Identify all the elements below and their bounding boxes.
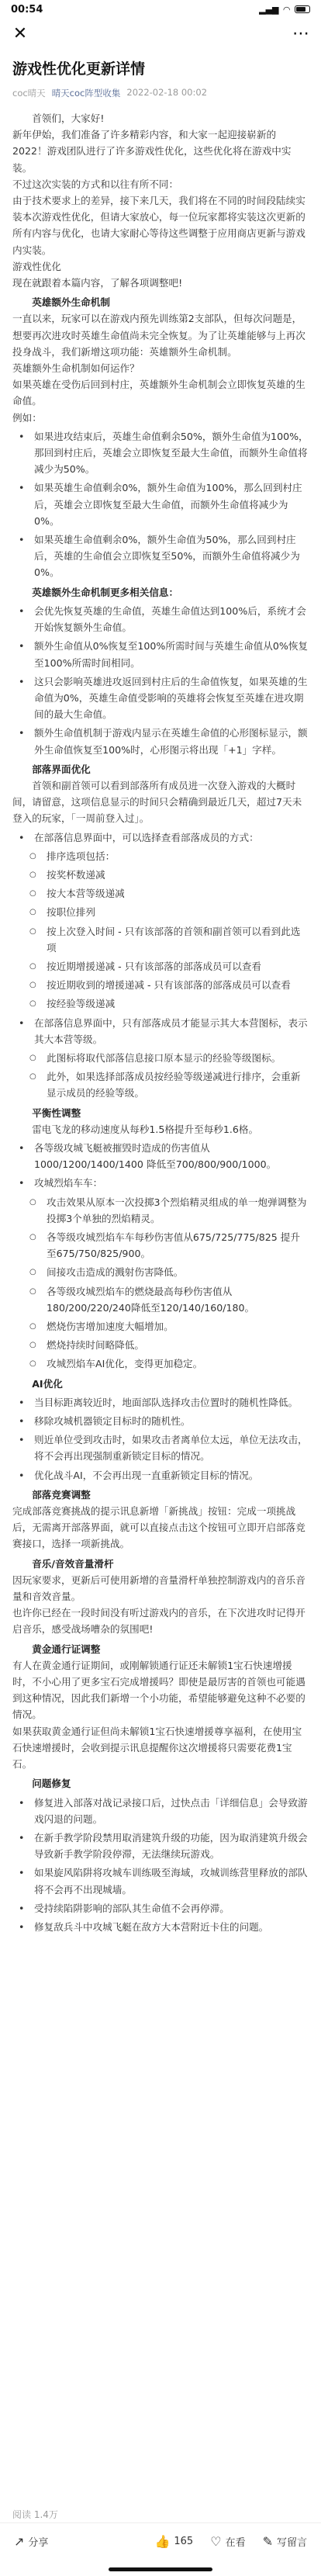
bullet-item: • 如果旋风陷阱将攻城车训练吸至海域，攻城训练营里释放的部队将不会再不出现城墙。 xyxy=(12,1864,309,1897)
status-icons xyxy=(259,5,310,15)
more-options-icon[interactable]: ⋯ xyxy=(292,23,309,43)
section-heading: 部落界面优化 xyxy=(32,763,91,775)
like-button[interactable] xyxy=(154,2534,193,2549)
wow-button[interactable] xyxy=(210,2534,245,2549)
bullet-item: • 则近单位受到攻击时，如果攻击者离单位太远，单位无法攻击，将不会再出现强制重新锁定目标的情况。 xyxy=(12,1432,309,1464)
status-time: 00:54 xyxy=(11,3,43,16)
sub-bullet-item: ○ 燃烧伤害增加速度大幅增加。 xyxy=(12,1318,309,1335)
paragraph: 现在就跟着本篇内容，了解各项调整吧! xyxy=(12,277,183,289)
section-heading: 平衡性调整 xyxy=(32,1106,81,1119)
share-icon: ↗ xyxy=(14,2533,25,2549)
bullet-item: • 攻城烈焰车车： xyxy=(12,1175,309,1191)
read-count: 阅读 1.4万 xyxy=(12,2509,58,2520)
wifi-icon: ◠ xyxy=(283,4,290,15)
sub-bullet-item: ○ 攻城烈焰车AI优化，变得更加稳定。 xyxy=(12,1356,309,1372)
sub-bullet-item: ○ 各等级攻城烈焰车车每秒伤害值从675/725/775/825 提升至675/750/825/900。 xyxy=(12,1229,309,1262)
sub-bullet-item: ○ 各等级攻城烈焰车的燃烧最高每秒伤害值从180/200/220/240降低至120/140/160/180。 xyxy=(12,1283,309,1316)
paragraph: 由于技术要求上的差异，接下来几天，我们将在不同的时间段陆续实装本次游戏性优化，但请大家放心，每一位玩家都将实装这次更新的所有内容与优化，也请大家耐心等待这些调整于应用商店更新与游戏内实装。 xyxy=(12,195,305,256)
paragraph: 有人在黄金通行证期间，或刚解锁通行证还未解锁1宝石快速增援时，不小心用了更多宝石完成增援吗？即使是最厉害的首领也可能遇到这种情况，因此我们新增一个小功能，希望能够避免这种不必要的情况。 xyxy=(12,1659,305,1721)
bullet-item: • 如果进攻结束后，英雄生命值剩余50%，额外生命值为100%，那回到村庄后，英雄会立即恢复至最大生命值，而额外生命值将减少为50%。 xyxy=(12,428,309,478)
sub-bullet-item: ○ 排序选项包括： xyxy=(12,848,309,864)
bullet-item: • 如果英雄生命值剩余0%，额外生命值为50%，那么回到村庄后，英雄的生命值会立即恢复至50%，而额外生命值将减少为0%。 xyxy=(12,531,309,581)
section-heading: 黄金通行证调整 xyxy=(32,1643,101,1655)
article-meta xyxy=(12,87,309,99)
bullet-item: • 在新手教学阶段禁用取消建筑升级的功能，因为取消建筑升级会导致新手教学阶段停滞，无法继续玩游戏。 xyxy=(12,1830,309,1862)
paragraph: 新年伊始，我们准备了许多精彩内容，和大家一起迎接崭新的2022！游戏团队进行了许多游戏性优化，这些优化将在游戏中实装。 xyxy=(12,129,292,174)
sub-bullet-item: ○ 间接攻击造成的溅射伤害降低。 xyxy=(12,1264,309,1280)
bullet-item: • 移除攻城机器锁定目标时的随机性。 xyxy=(12,1413,309,1429)
sub-bullet-item: ○ 按上次登入时间 - 只有该部落的首领和副首领可以看到此选项 xyxy=(12,923,309,956)
paragraph: 游戏性优化 xyxy=(12,260,61,272)
article xyxy=(0,48,321,1935)
section-heading: 音乐/音效音量滑杆 xyxy=(32,1557,114,1570)
bullet-item: • 额外生命值机制于游戏内显示在英雄生命值的心形图标显示，额外生命值恢复至100%时，心形图示将出现「+1」字样。 xyxy=(12,725,309,757)
section-heading: 英雄额外生命机制更多相关信息： xyxy=(32,586,179,598)
article-body xyxy=(12,110,309,1935)
battery-icon xyxy=(295,5,310,13)
bullet-item: • 各等级攻城飞艇被摧毁时造成的伤害值从1000/1200/1400/1400 降低至700/800/900/1000。 xyxy=(12,1140,309,1172)
wow-label: 在看 xyxy=(225,2536,246,2549)
sub-bullet-item: ○ 按经验等级递减 xyxy=(12,995,309,1012)
bullet-item: • 这只会影响英雄进攻返回到村庄后的生命值恢复，如果英雄的生命值为0%，英雄生命值受影响的英雄将会恢复至英雄在进攻期间的最大生命值。 xyxy=(12,673,309,723)
share-button[interactable] xyxy=(14,2534,48,2549)
paragraph: 首领和副首领可以看到部落所有成员进一次登入游戏的大概时间，请留意，这项信息显示的时间只会精确到最近几天，超过7天未登入的玩家，「一周前登入过」。 xyxy=(12,779,302,825)
paragraph: 不过这次实装的方式和以往有所不同： xyxy=(12,178,179,190)
thumbs-up-icon: 👍 xyxy=(154,2533,171,2549)
article-footer xyxy=(0,2502,321,2576)
bullet-item: • 额外生命值从0%恢复至100%所需时间与英雄生命值从0%恢复至100%所需时间相同。 xyxy=(12,638,309,670)
bullet-item: • 当目标距离较近时，地面部队选择攻击位置时的随机性降低。 xyxy=(12,1394,309,1411)
home-indicator[interactable] xyxy=(109,2567,212,2571)
author-name: coc晴天 xyxy=(12,88,46,99)
paragraph: 英雄额外生命机制如何运作？ xyxy=(12,362,140,375)
comment-label: 写留言 xyxy=(276,2536,307,2549)
action-bar xyxy=(0,2522,321,2559)
paragraph: 如果获取黄金通行证但尚未解锁1宝石快速增援尊享福利，在使用宝石快速增援时，会收到提示讯息提醒你这次增援将只需要花费1宝石。 xyxy=(12,1725,302,1771)
sub-bullet-item: ○ 按奖杯数递减 xyxy=(12,867,309,883)
share-label: 分享 xyxy=(28,2536,49,2549)
sub-bullet-item: ○ 此图标将取代部落信息接口原本显示的经验等级图标。 xyxy=(12,1050,309,1066)
close-icon[interactable]: ✕ xyxy=(12,23,28,43)
section-heading: 部落竞赛调整 xyxy=(32,1488,91,1501)
paragraph: 如果英雄在受伤后回到村庄，英雄额外生命机制会立即恢复英雄的生命值。 xyxy=(12,379,305,407)
bullet-item: • 优化战斗AI，不会再出现一直重新锁定目标的情况。 xyxy=(12,1467,309,1484)
section-heading: 英雄额外生命机制 xyxy=(32,296,110,309)
comment-button[interactable] xyxy=(263,2534,307,2549)
account-link[interactable]: 晴天coc阵型收集 xyxy=(51,88,121,99)
signal-icon: ▂▄▆ xyxy=(259,4,279,15)
action-group xyxy=(154,2534,307,2549)
bullet-item: • 会优先恢复英雄的生命值，英雄生命值达到100%后，系统才会开始恢复额外生命值。 xyxy=(12,603,309,635)
sub-bullet-item: ○ 按近期收到的增援递减 - 只有该部落的部落成员可以查看 xyxy=(12,977,309,993)
sub-bullet-item: ○ 此外，如果选择部落成员按经验等级递减进行排序，会重新显示成员的经验等级。 xyxy=(12,1068,309,1101)
section-heading: 问题修复 xyxy=(32,1778,71,1790)
section-heading: AI优化 xyxy=(32,1377,63,1390)
bullet-item: • 受持续陷阱影响的部队其生命值不会再停滞。 xyxy=(12,1900,309,1916)
paragraph: 一直以来，玩家可以在游戏内预先训练第2支部队，但每次问题是，想要再次进攻时英雄生命值尚未完全恢复。为了让英雄能够与上再次投身战斗，我们新增这项功能：英雄额外生命机制。 xyxy=(12,313,305,358)
paragraph: 完成部落竞赛挑战的提示讯息新增「新挑战」按钮：完成一项挑战后，无需离开部落界面，就可以直接点击这个按钮可立即开启部落竞赛接口，选择一项新挑战。 xyxy=(12,1505,305,1550)
bullet-item: • 在部落信息界面中，可以选择查看部落成员的方式： xyxy=(12,829,309,846)
paragraph: 雷电飞龙的移动速度从每秒1.5格提升至每秒1.6格。 xyxy=(32,1123,259,1135)
paragraph: 首领们，大家好! xyxy=(32,113,105,124)
sub-bullet-item: ○ 燃烧持续时间略降低。 xyxy=(12,1337,309,1353)
sub-bullet-item: ○ 攻击效果从原本一次投掷3个烈焰精灵组成的单一炮弹调整为投掷3个单独的烈焰精灵。 xyxy=(12,1194,309,1227)
bullet-item: • 修复进入部落对战记录接口后，过快点击「详细信息」会导致游戏闪退的问题。 xyxy=(12,1795,309,1827)
status-bar xyxy=(0,0,321,19)
sub-bullet-item: ○ 按大本营等级递减 xyxy=(12,885,309,902)
publish-date: 2022-02-18 00:02 xyxy=(126,87,208,98)
bullet-item: • 在部落信息界面中，只有部落成员才能显示其大本营图标，表示其大本营等级。 xyxy=(12,1015,309,1047)
like-count: 165 xyxy=(174,2535,194,2547)
comment-icon: ✎ xyxy=(262,2533,273,2549)
paragraph: 例如： xyxy=(12,411,42,424)
article-title: 游戏性优化更新详情 xyxy=(12,61,146,78)
paragraph: 因玩家要求，更新后可使用新增的音量滑杆单独控制游戏内的音乐音量和音效音量。 xyxy=(12,1574,305,1603)
sub-bullet-item: ○ 按近期增援递减 - 只有该部落的部落成员可以查看 xyxy=(12,958,309,975)
sub-bullet-item: ○ 按职位排列 xyxy=(12,904,309,920)
nav-bar xyxy=(0,19,321,48)
bullet-item: • 修复敌兵斗中攻城飞艇在敌方大本营附近卡住的问题。 xyxy=(12,1919,309,1935)
heart-icon: ♡ xyxy=(210,2533,222,2549)
bullet-item: • 如果英雄生命值剩余0%，额外生命值为100%，那么回到村庄后，英雄会立即恢复至最大生命值，而额外生命值将减少为0%。 xyxy=(12,480,309,529)
paragraph: 也许你已经在一段时间没有听过游戏内的音乐，在下次进攻时记得开启音乐，感受战场嘈杂的氛围吧! xyxy=(12,1607,305,1636)
